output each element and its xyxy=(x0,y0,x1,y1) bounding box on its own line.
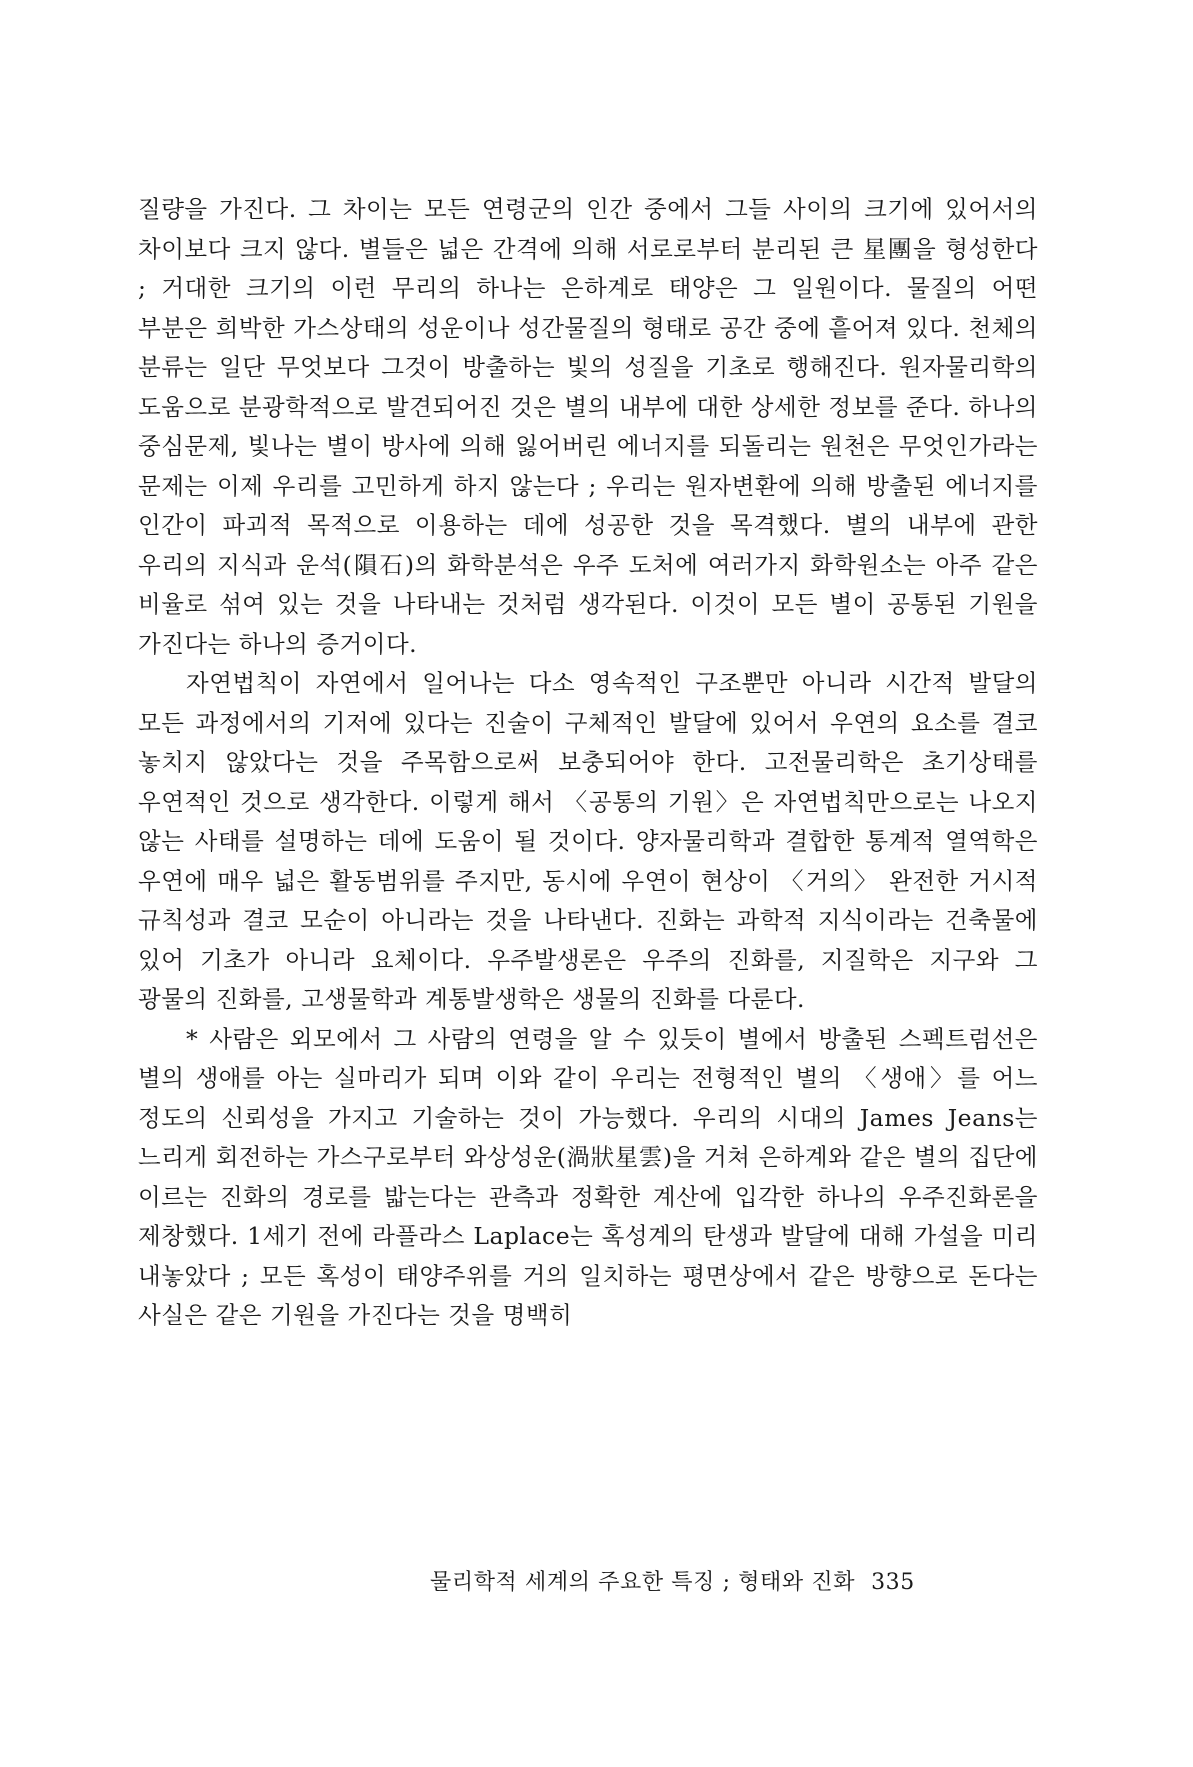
paragraph-2: 자연법칙이 자연에서 일어나는 다소 영속적인 구조뿐만 아니라 시간적 발달의 모든 과정에서의 기저에 있다는 진술이 구체적인 발달에 있어서 우연의 요소를 결코 놓치지 않았다는 것을 주목함으로써 보충되어야 한다. 고전물리학은 초기상태를 우연적인 것으로 생각한다. 이렇게 해서 〈공통의 기원〉은 자연법칙만으로는 나오지 않는 사태를 설명하는 데에 도움이 될 것이다. 양자물리학과 결합한 통계적 열역학은 우연에 매우 넓은 활동범위를 주지만, 동시에 우연이 현상이 〈거의〉 완전한 거시적 규칙성과 결코 모순이 아니라는 것을 나타낸다. 진화는 과학적 지식이라는 건축물에 있어 기초가 아니라 요체이다. 우주발생론은 우주의 진화를, 지질학은 지구와 그 광물의 진화를, 고생물학과 계통발생학은 생물의 진화를 다룬다. xyxy=(138,669,1038,1013)
page-footer xyxy=(430,1568,1030,1598)
paragraph-3: * 사람은 외모에서 그 사람의 연령을 알 수 있듯이 별에서 방출된 스펙트럼선은 별의 생애를 아는 실마리가 되며 이와 같이 우리는 전형적인 별의 〈생애〉를 어느 정도의 신뢰성을 가지고 기술하는 것이 가능했다. 우리의 시대의 James Jeans는 느리게 회전하는 가스구로부터 와상성운(渦狀星雲)을 거쳐 은하계와 같은 별의 집단에 이르는 진화의 경로를 밟는다는 관측과 정확한 계산에 입각한 하나의 우주진화론을 제창했다. 1세기 전에 라플라스 Laplace는 혹성계의 탄생과 발달에 대해 가설을 미리 내놓았다 ; 모든 혹성이 태양주위를 거의 일치하는 평면상에서 같은 방향으로 돈다는 사실은 같은 기원을 가진다는 것을 명백히 xyxy=(138,1024,1038,1329)
paragraph-1: 질량을 가진다. 그 차이는 모든 연령군의 인간 중에서 그들 사이의 크기에 있어서의 차이보다 크지 않다. 별들은 넓은 간격에 의해 서로로부터 분리된 큰 星團을 형성한다 ; 거대한 크기의 이런 무리의 하나는 은하계로 태양은 그 일원이다. 물질의 어떤 부분은 희박한 가스상태의 성운이나 성간물질의 형태로 공간 중에 흩어져 있다. 천체의 분류는 일단 무엇보다 그것이 방출하는 빛의 성질을 기초로 행해진다. 원자물리학의 도움으로 분광학적으로 발견되어진 것은 별의 내부에 대한 상세한 정보를 준다. 하나의 중심문제, 빛나는 별이 방사에 의해 잃어버린 에너지를 되돌리는 원천은 무엇인가라는 문제는 이제 우리를 고민하게 하지 않는다 ; 우리는 원자변환에 의해 방출된 에너지를 인간이 파괴적 목적으로 이용하는 데에 성공한 것을 목격했다. 별의 내부에 관한 우리의 지식과 운석(隕石)의 화학분석은 우주 도처에 여러가지 화학원소는 아주 같은 비율로 섞여 있는 것을 나타내는 것처럼 생각된다. 이것이 모든 별이 공통된 기원을 가진다는 하나의 증거이다. xyxy=(138,195,1038,658)
page-body xyxy=(138,190,1038,1336)
page-number: 335 xyxy=(871,1570,915,1595)
running-title: 물리학적 세계의 주요한 특징 ; 형태와 진화 xyxy=(430,1570,856,1595)
